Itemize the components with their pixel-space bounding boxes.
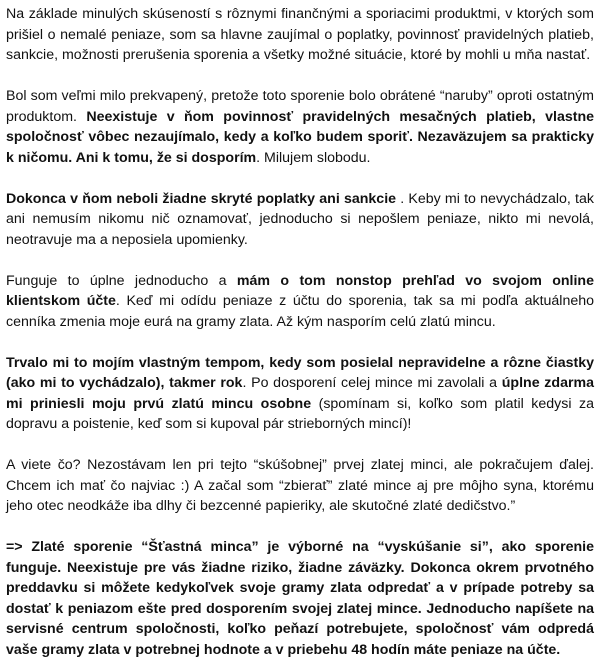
paragraph-5-bold-1: Trvalo mi to mojím vlastným tempom, kedy som posielal nepravidelne a rôzne čiastky (ako mi to vychádzalo), takmer rok (6, 354, 594, 391)
paragraph-1-text: Na základe minulých skúseností s rôznymi finančnými a sporiacimi produktmi, v ktorých som prišiel o nemalé peniaze, som sa hlavne zaujímal o poplatky, povinnosť pravidelných platieb, sankcie, možnosti prerušenia sporenia a všetky možné situácie, ktoré by mohli u mňa nastať. (6, 6, 594, 63)
paragraph-6 (6, 455, 594, 517)
paragraph-4-text-1: Funguje to úplne jednoducho a (6, 272, 237, 289)
paragraph-4-text-2: . Keď mi odídu peniaze z účtu do sporenia, tak sa mi podľa aktuálneho cenníka zmenia moje eurá na gramy zlata. Až kým nasporím celú zlatú mincu. (6, 293, 595, 330)
paragraph-5-text-1: . Po dosporení celej mince mi zavolali a (242, 375, 502, 391)
paragraph-5-bold-2: úplne zdarma mi priniesli moju prvú zlatú mincu osobne (6, 375, 594, 412)
paragraph-7 (6, 537, 594, 660)
paragraph-3-text-1: . Keby mi to nevychádzalo, tak ani nemusím nikomu nič oznamovať, jednoducho si nepošlem peniaze, nikto mi nevolá, neotravuje ma a neposiela upomienky. (6, 190, 594, 248)
paragraph-3-bold-1: Dokonca v ňom neboli žiadne skryté poplatky ani sankcie (6, 190, 397, 207)
paragraph-5 (6, 353, 594, 435)
paragraph-1 (6, 4, 594, 66)
paragraph-7-bold: => Zlaté sporenie “Šťastná minca” je výborné na “vyskúšanie si”, ako sporenie funguje. Neexistuje pre vás žiadne riziko, žiadne záväzky. Dokonca okrem prvotného preddavku si môžete kedykoľvek svoje gramy zlata odpredať a v prípade potreby sa dostať k peniazom ešte pred dosporením svojej zlatej mince. Jednoducho napíšete na servisné centrum spoločnosti, koľko peňazí potrebujete, spoločnosť vám odpredá vaše gramy zlata v potrebnej hodnote a v priebehu 48 hodín máte peniaze na účte. (6, 539, 594, 658)
paragraph-2 (6, 86, 594, 168)
paragraph-2-text-1: Bol som veľmi milo prekvapený, pretože toto sporenie bolo obrátené “naruby” oproti ostatným produktom. (6, 88, 594, 125)
paragraph-2-text-2: . Milujem slobodu. (256, 149, 371, 166)
paragraph-5-text-2: (spomínam si, koľko som platil kedysi za dopravu a poistenie, keď som si kupoval pár strieborných mincí)! (6, 395, 594, 432)
paragraph-4 (6, 271, 594, 333)
paragraph-3 (6, 189, 594, 251)
paragraph-2-bold-1: Neexistuje v ňom povinnosť pravidelných mesačných platieb, vlastne spoločnosť vôbec nezaujímalo, kedy a koľko budem sporiť. Nezaväzujem sa prakticky k ničomu. Ani k tomu, že si dosporím (6, 108, 595, 166)
article-body (6, 4, 594, 660)
paragraph-6-text: A viete čo? Nezostávam len pri tejto “skúšobnej” prvej zlatej minci, ale pokračujem ďalej. Chcem ich mať čo najviac :) A začal som “zbierať” zlaté mince aj pre môjho syna, ktorému jeho otec neodkáže iba dlhy či bezcenné papieriky, ale skutočné zlaté dedičstvo.” (6, 457, 594, 514)
paragraph-4-bold-1: mám o tom nonstop prehľad vo svojom online klientskom účte (6, 272, 594, 309)
